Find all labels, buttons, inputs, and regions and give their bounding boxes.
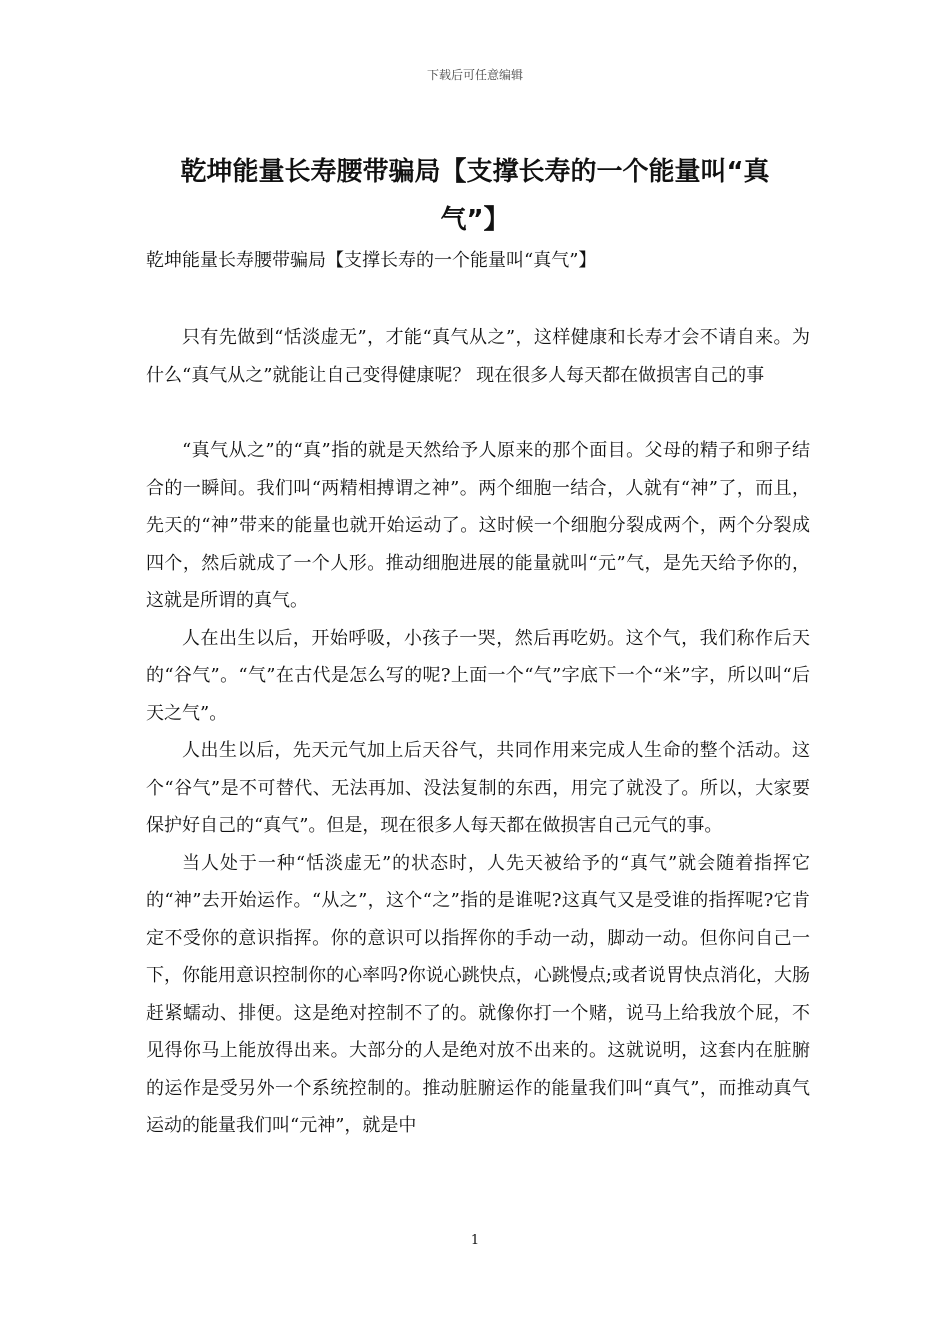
document-subtitle: 乾坤能量长寿腰带骗局【支撑长寿的一个能量叫“真气”】 xyxy=(146,250,597,271)
paragraph-2: “真气从之”的“真”指的就是天然给予人原来的那个面目。父母的精子和卵子结合的一瞬间。我们叫“两精相搏谓之神”。两个细胞一结合，人就有“神”了，而且，先天的“神”带来的能量也就开始运动了。这时候一个细胞分裂成两个，两个分裂成四个，然后就成了一个人形。推动细胞进展的能量就叫“元”气，是先天给予你的，这就是所谓的真气。 xyxy=(146,440,810,611)
paragraph-5: 当人处于一种“恬淡虚无”的状态时，人先天被给予的“真气”就会随着指挥它的“神”去开始运作。“从之”，这个“之”指的是谁呢?这真气又是受谁的指挥呢?它肯定不受你的意识指挥。你的意识可以指挥你的手动一动，脚动一动。但你问自己一下，你能用意识控制你的心率吗?你说心跳快点，心跳慢点;或者说胃快点消化，大肠赶紧蠕动、排便。这是绝对控制不了的。就像你打一个赌，说马上给我放个屁，不见得你马上能放得出来。大部分的人是绝对放不出来的。这就说明，这套内在脏腑的运作是受另外一个系统控制的。推动脏腑运作的能量我们叫“真气”，而推动真气运动的能量我们叫“元神”，就是中 xyxy=(146,852,810,1136)
document-title: 乾坤能量长寿腰带骗局【支撑长寿的一个能量叫“真气”】 xyxy=(180,157,770,235)
paragraph-4: 人出生以后，先天元气加上后天谷气，共同作用来完成人生命的整个活动。这个“谷气”是不可替代、无法再加、没法复制的东西，用完了就没了。所以，大家要保护好自己的“真气”。但是，现在很多人每天都在做损害自己元气的事。 xyxy=(146,740,810,836)
document-body xyxy=(146,319,810,1145)
page-header: 下载后可任意编辑 xyxy=(426,68,523,82)
paragraph-1: 只有先做到“恬淡虚无”，才能“真气从之”，这样健康和长寿才会不请自来。为什么“真气从之”就能让自己变得健康呢？ 现在很多人每天都在做损害自己的事 xyxy=(146,327,810,386)
page-number: 1 xyxy=(470,1233,480,1248)
paragraph-3: 人在出生以后，开始呼吸，小孩子一哭，然后再吃奶。这个气，我们称作后天的“谷气”。“气”在古代是怎么写的呢?上面一个“气”字底下一个“米”字，所以叫“后天之气”。 xyxy=(146,627,810,724)
